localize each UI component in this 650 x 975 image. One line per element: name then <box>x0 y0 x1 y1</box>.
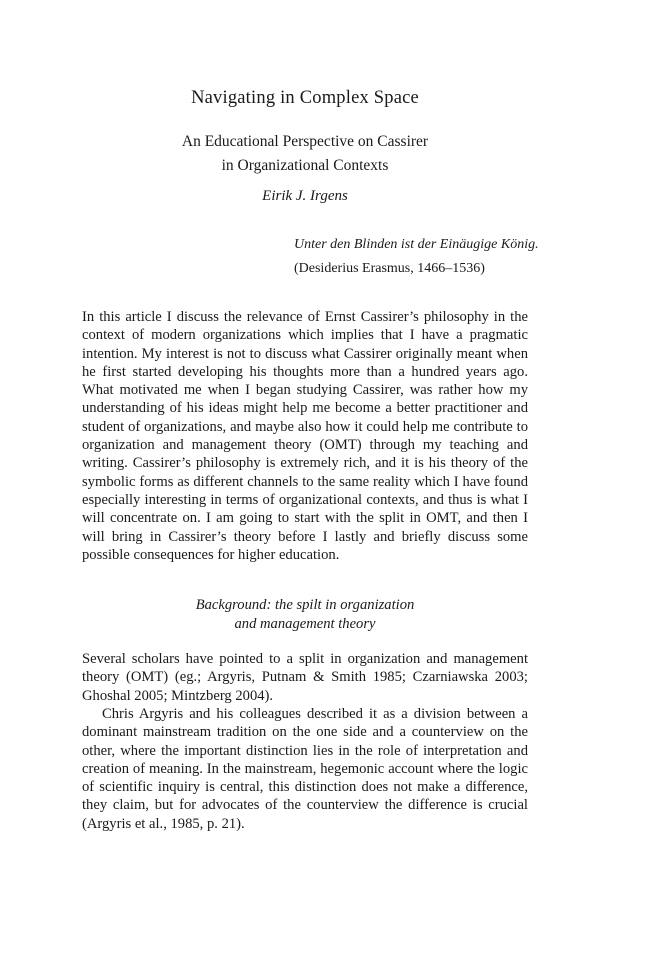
epigraph <box>294 233 539 281</box>
article-author: Eirik J. Irgens <box>262 188 348 204</box>
subtitle-line-1: An Educational Perspective on Cassirer <box>181 133 429 150</box>
epigraph-attribution: (Desiderius Erasmus, 1466–1536) <box>294 261 485 276</box>
article-title: Navigating in Complex Space <box>191 88 419 108</box>
article-subtitle <box>0 130 610 178</box>
section-heading <box>0 596 610 634</box>
section-paragraph-1: Several scholars have pointed to a split in organization and management theory (OMT) (eg.; Argyris, Putnam & Smith 1985; Czarniawska 2003; Ghoshal 2005; Mintzberg 2004). <box>82 651 528 704</box>
section-heading-line-2: and management theory <box>234 616 376 632</box>
epigraph-quote: Unter den Blinden ist der Einäugige König. <box>294 237 539 252</box>
section-paragraph-2: Chris Argyris and his colleagues described it as a division between a dominant mainstream tradition on the one side and a counterview on the other, where the important distinction lies in the role of interpretation and creation of meaning. In the mainstream, hegemonic account where the logic of scientific inquiry is central, this distinction does not make a difference, they claim, but for advocates of the counterview the difference is crucial (Argyris et al., 1985, p. 21). <box>82 706 528 832</box>
section-heading-line-1: Background: the spilt in organization <box>195 597 415 613</box>
subtitle-line-2: in Organizational Contexts <box>221 157 389 174</box>
intro-paragraph: In this article I discuss the relevance of Ernst Cassirer’s philosophy in the context of modern organizations which implies that I have a pragmatic intention. My interest is not to discuss what Cassirer originally meant when he first started developing his thoughts more than a hundred years ago. What motivated me when I began studying Cassirer, was rather how my understanding of his ideas might help me become a better practitioner and student of organizations, and maybe also how it could help me contribute to organization and management theory (OMT) through my teaching and writing. Cassirer’s philosophy is extremely rich, and it is his theory of the symbolic forms as different channels to the same reality which I have found especially interesting in terms of organizational contexts, and thus is what I will concentrate on. I am going to start with the split in OMT, and then I will bring in Cassirer’s theory before I lastly and briefly discuss some possible consequences for higher education. <box>82 309 528 563</box>
